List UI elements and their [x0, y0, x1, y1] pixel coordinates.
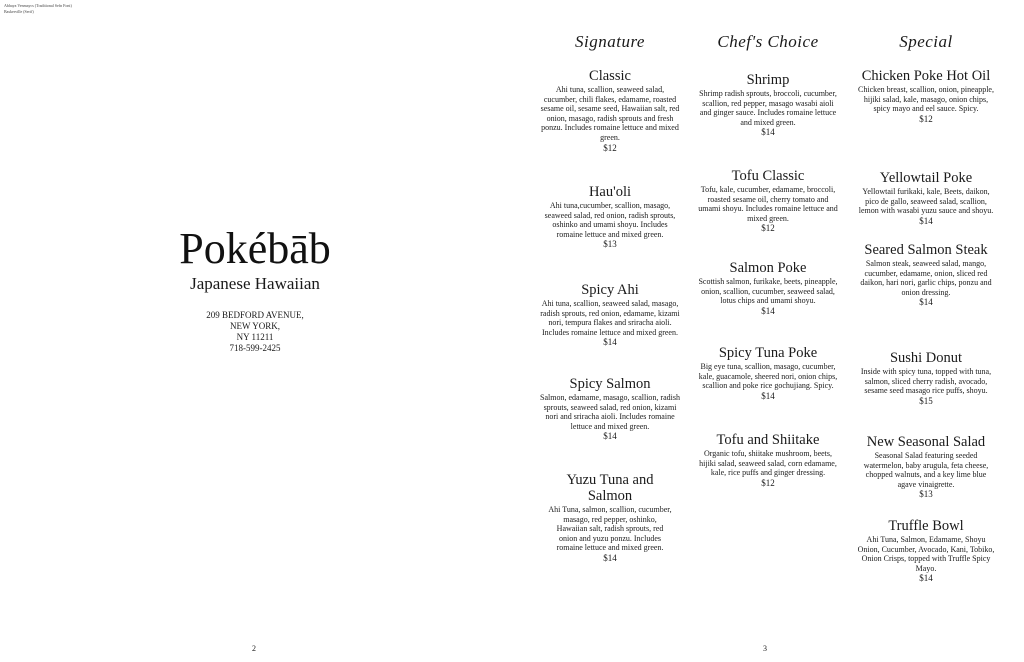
item-price: $12: [919, 113, 933, 124]
item-description: Tofu, kale, cucumber, edamame, broccoli, roasted sesame oil, cherry tomato and umami shoyu. Includes romaine lettuce and mixed green.: [698, 185, 838, 223]
item-price: $14: [761, 305, 775, 316]
item-description: Organic tofu, shiitake mushroom, beets, hijiki salad, seaweed salad, corn edamame, kale, rice puffs and ginger dressing.: [699, 449, 837, 478]
font-note-2: Baskerville (Serif): [4, 9, 34, 14]
item-description: Big eye tuna, scallion, masago, cucumber, kale, guacamole, sheered nori, onion chips, scallion and poke rice gochujiang. Spicy.: [698, 362, 838, 391]
address-line: 209 BEDFORD AVENUE,: [206, 310, 304, 320]
menu-item: [856, 68, 996, 124]
brand-block: [155, 226, 355, 354]
menu-item: [698, 345, 838, 401]
address-line: NEW YORK,: [230, 321, 280, 331]
item-name: Truffle Bowl: [888, 518, 964, 534]
item-price: $14: [919, 573, 933, 584]
logo: Pokébāb: [179, 224, 331, 273]
phone-number: 718-599-2425: [229, 343, 281, 353]
item-price: $14: [919, 215, 933, 226]
item-description: Ahi tuna,cucumber, scallion, masago, seaweed salad, red onion, radish sprouts, oshinko and umami shoyu. Includes romaine lettuce and mixed green.: [544, 201, 676, 239]
item-price: $14: [919, 297, 933, 308]
menu-item: [540, 376, 680, 441]
item-price: $14: [761, 390, 775, 401]
item-description: Ahi tuna, scallion, seaweed salad, masago, radish sprouts, red onion, edamame, kizami nori, tempura flakes and sriracha aioli. Includes romaine lettuce and mixed green.: [540, 299, 680, 337]
item-price: $12: [761, 223, 775, 234]
menu-item: [856, 170, 996, 226]
item-price: $13: [919, 489, 933, 500]
item-name: Yellowtail Poke: [879, 170, 973, 186]
menu-item: [856, 242, 996, 307]
item-name: Tofu Classic: [731, 168, 805, 184]
item-description: Chicken breast, scallion, onion, pineapple, hijiki salad, kale, masago, onion chips, spicy mayo and eel sauce. Spicy.: [858, 85, 994, 114]
item-name: Spicy Ahi: [581, 282, 639, 298]
item-description: Ahi tuna, scallion, seaweed salad, cucumber, chili flakes, edamame, roasted sesame oil, sesame seed, Hawaiian salt, red onion, masago, radish sprouts and fresh ponzu. Includes romaine lettuce and mixed green.: [540, 85, 680, 142]
item-description: Scottish salmon, furikake, beets, pineapple, onion, scallion, cucumber, seaweed salad, lotus chips and umami shoyu.: [698, 277, 838, 306]
menu-item: [540, 184, 680, 249]
item-description: Inside with spicy tuna, topped with tuna, salmon, sliced cherry radish, avocado, sesame seed masago rice puffs, shoyu.: [860, 367, 992, 396]
menu-item: [856, 350, 996, 406]
font-notes: [4, 3, 72, 15]
menu-item: [698, 72, 838, 137]
menu-column-signature: [540, 32, 680, 563]
column-title: Signature: [575, 32, 645, 51]
item-name: Spicy Salmon: [569, 376, 651, 392]
column-title: Special: [899, 32, 953, 51]
menu-column-special: [856, 32, 996, 584]
item-name: Spicy Tuna Poke: [718, 345, 818, 361]
item-description: Ahi Tuna, salmon, scallion, cucumber, masago, red pepper, oshinko, Hawaiian salt, radish sprouts, red onion and yuzu ponzu. Includes romaine lettuce and mixed green.: [548, 505, 672, 553]
item-name: Tofu and Shiitake: [716, 432, 820, 448]
item-name: New Seasonal Salad: [866, 434, 986, 450]
menu-item: [856, 518, 996, 583]
font-note-1: Abhaya Venmaycs (Traditional Sefn Font): [4, 3, 72, 8]
item-price: $15: [919, 395, 933, 406]
item-price: $14: [603, 552, 617, 563]
column-title: Chef's Choice: [717, 32, 819, 51]
item-description: Yellowtail furikaki, kale, Beets, daikon, pico de gallo, seaweed salad, scallion, lemon with wasabi yuzu sauce and shoyu.: [858, 187, 994, 216]
item-price: $14: [761, 127, 775, 138]
menu-column-chefs-choice: [698, 32, 838, 488]
subtitle: Japanese Hawaiian: [190, 274, 320, 293]
item-description: Ahi Tuna, Salmon, Edamame, Shoyu Onion, Cucumber, Avocado, Kani, Tobiko, Onion Crisps, topped with Truffle Spicy Mayo.: [857, 535, 995, 573]
item-description: Seasonal Salad featuring seeded watermelon, baby arugula, feta cheese, chopped walnuts, and a key lime blue agave vinaigrette.: [863, 451, 989, 489]
item-name: Classic: [589, 68, 631, 84]
page-number-left: 2: [252, 644, 256, 653]
item-name: Salmon Poke: [729, 260, 807, 276]
item-price: $12: [761, 477, 775, 488]
menu-item: [698, 260, 838, 316]
menu-item: [856, 434, 996, 499]
item-price: $14: [603, 337, 617, 348]
menu-item: [540, 68, 680, 153]
item-price: $13: [603, 239, 617, 250]
address: [155, 310, 355, 354]
item-description: Salmon steak, seaweed salad, mango, cucumber, edamame, onion, sliced red daikon, hari nori, garlic chips, ponzu and onion dressing.: [860, 259, 992, 297]
item-name: Chicken Poke Hot Oil: [861, 68, 991, 84]
item-price: $12: [603, 142, 617, 153]
item-name: Hau'oli: [588, 184, 632, 200]
item-name: Seared Salmon Steak: [864, 242, 988, 258]
address-line: NY 11211: [236, 332, 274, 342]
page-number-right: 3: [763, 644, 767, 653]
menu-item: [698, 432, 838, 488]
item-name: Shrimp: [746, 72, 790, 88]
menu-item: [548, 472, 672, 563]
item-name: Yuzu Tuna and Salmon: [566, 472, 654, 504]
menu-item: [698, 168, 838, 233]
menu-item: [540, 282, 680, 347]
item-description: Shrimp radish sprouts, broccoli, cucumber, scallion, red pepper, masago wasabi aioli and ginger sauce. Includes romaine lettuce and mixed green.: [699, 89, 837, 127]
item-price: $14: [603, 431, 617, 442]
item-name: Sushi Donut: [889, 350, 963, 366]
item-description: Salmon, edamame, masago, scallion, radish sprouts, seaweed salad, red onion, kizami nori and sriracha aioli. Includes romaine lettuce and mixed green.: [540, 393, 680, 431]
